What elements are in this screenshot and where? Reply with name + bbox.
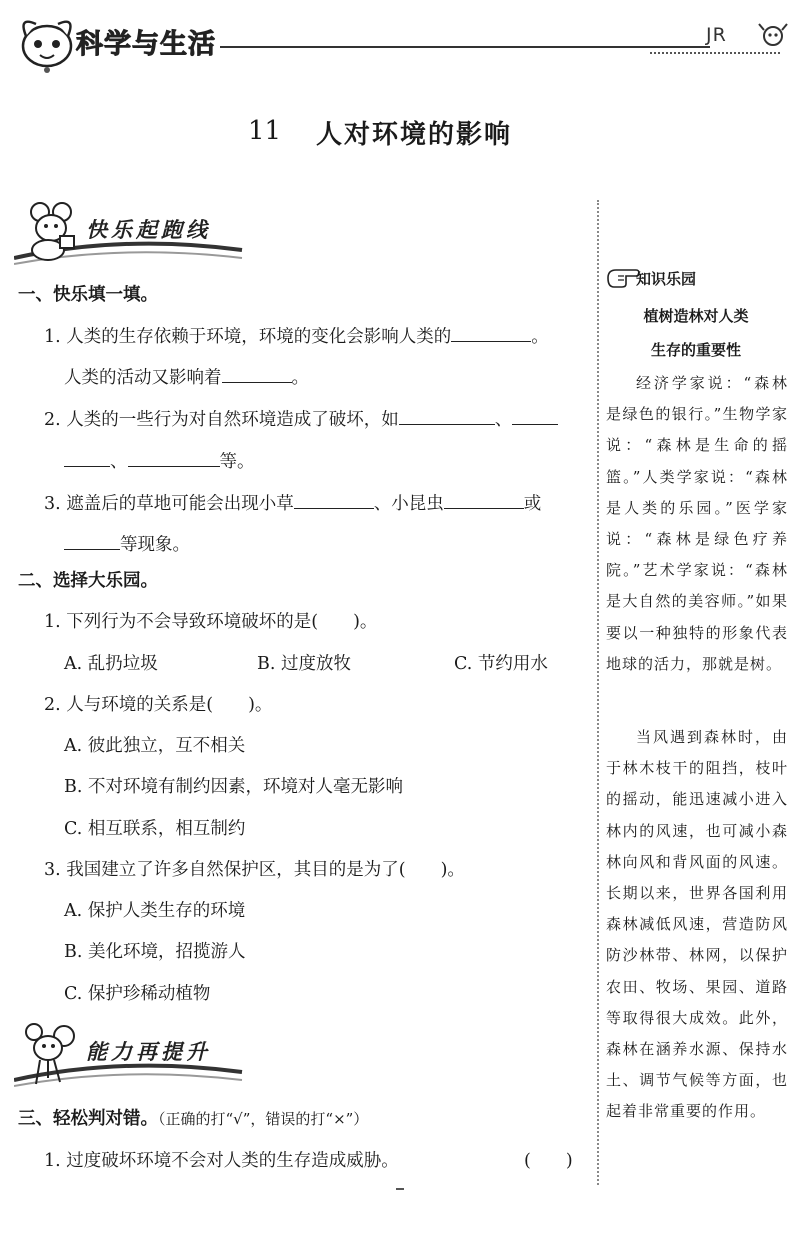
fill-blank[interactable] xyxy=(451,323,531,342)
s1-q1-line2 xyxy=(64,364,309,390)
section2-heading: 二、选择大乐园。 xyxy=(18,571,158,591)
s2-q3-option-c[interactable]: C. 保护珍稀动植物 xyxy=(64,984,211,1004)
s2-q3-option-b[interactable]: B. 美化环境，招揽游人 xyxy=(64,942,246,962)
s1-q2-sep: 、 xyxy=(494,410,513,430)
s1-q2-line1 xyxy=(44,406,558,432)
fill-blank[interactable] xyxy=(222,364,292,383)
s1-q3-text: 3. 遮盖后的草地可能会出现小草 xyxy=(44,494,294,514)
s1-q1-line1 xyxy=(44,323,549,349)
s1-q2-line2 xyxy=(64,448,255,474)
section3-note: （正确的打“√”，错误的打“×”） xyxy=(158,1110,369,1128)
s1-q3-mid: 、小昆虫 xyxy=(373,494,444,514)
s2-q2-option-c[interactable]: C. 相互联系，相互制约 xyxy=(64,819,246,839)
section1-heading: 一、快乐填一填。 xyxy=(18,285,158,305)
fill-blank[interactable] xyxy=(294,490,374,509)
banner-improve xyxy=(14,1022,244,1092)
lesson-number: 11 xyxy=(248,116,282,146)
fill-blank[interactable] xyxy=(64,531,120,550)
s2-q3: 3. 我国建立了许多自然保护区，其目的是为了( )。 xyxy=(44,860,465,880)
s1-q2-sep2: 、 xyxy=(110,452,128,472)
s2-q2-option-a[interactable]: A. 彼此独立，互不相关 xyxy=(64,736,246,756)
page-mark xyxy=(396,1188,404,1190)
knowledge-paragraph-2: 当风遇到森林时，由于林木枝干的阻挡，枝叶的摇动，能迅速减小进入林内的风速，也可减小森林向风和背风面的风速。长期以来，世界各国利用森林减低风速，营造防风防沙林带、林网，以保护农田、牧场、果园、道路等取得很大成效。此外，森林在涵养水源、保持水土、调节气候等方面，也起着非常重要的作用。 xyxy=(606,728,788,1121)
small-mascot-icon xyxy=(756,20,790,52)
fill-blank[interactable] xyxy=(64,448,110,467)
s2-q1: 1. 下列行为不会导致环境破坏的是( )。 xyxy=(44,612,378,632)
s1-q2-end: 等。 xyxy=(219,452,255,472)
fill-blank[interactable] xyxy=(128,448,220,467)
knowledge-corner-label: 知识乐园 xyxy=(636,270,697,288)
knowledge-title-line1: 植树造林对人类 xyxy=(643,307,749,325)
s3-q1: 1. 过度破坏环境不会对人类的生存造成威胁。 xyxy=(44,1151,399,1171)
s1-q3-line1 xyxy=(44,490,541,516)
s2-q2-option-b[interactable]: B. 不对环境有制约因素，环境对人毫无影响 xyxy=(64,777,403,797)
mascot-logo-icon xyxy=(14,10,80,74)
s3-q1-answer[interactable]: ( ) xyxy=(524,1151,573,1171)
section3-heading-row xyxy=(18,1107,368,1131)
header-rule xyxy=(220,46,710,48)
s1-q2-text: 2. 人类的一些行为对自然环境造成了破坏，如 xyxy=(44,410,399,430)
knowledge-title-line2: 生存的重要性 xyxy=(650,341,741,359)
fill-blank[interactable] xyxy=(512,406,558,425)
banner-start xyxy=(14,200,244,270)
s2-q3-option-a[interactable]: A. 保护人类生存的环境 xyxy=(64,901,246,921)
header-dotted-rule xyxy=(650,52,780,54)
s2-q1-option-a[interactable]: A. 乱扔垃圾 xyxy=(64,654,158,674)
s2-q1-option-b[interactable]: B. 过度放牧 xyxy=(257,654,351,674)
section3-heading: 三、轻松判对错。 xyxy=(18,1109,158,1129)
s1-q1-line2-text: 人类的活动又影响着 xyxy=(64,368,222,388)
column-divider xyxy=(597,200,599,1185)
s2-q1-option-c[interactable]: C. 节约用水 xyxy=(454,654,548,674)
s1-q1-text: 1. 人类的生存依赖于环境，环境的变化会影响人类的 xyxy=(44,327,452,347)
s1-q3-line2 xyxy=(64,531,190,557)
fill-blank[interactable] xyxy=(399,406,495,425)
banner-start-title: 快乐起跑线 xyxy=(86,217,211,242)
knowledge-paragraph-1: 经济学家说：“森林是绿色的银行。”生物学家说：“森林是生命的摇篮。”人类学家说：“森林是人类的乐园。”医学家说：“森林是绿色疗养院。”艺术学家说：“森林是大自然的美容师。”如果要以一种独特的形象代表地球的活力，那就是树。 xyxy=(606,374,788,673)
pointing-hand-icon xyxy=(606,266,640,288)
s1-q3-end: 等现象。 xyxy=(120,535,190,555)
lesson-title: 人对环境的影响 xyxy=(316,120,513,150)
edition-code: JR xyxy=(706,24,727,46)
s1-q3-or: 或 xyxy=(523,494,542,514)
series-title: 科学与生活 xyxy=(76,29,216,60)
fill-blank[interactable] xyxy=(444,490,524,509)
banner-improve-title: 能力再提升 xyxy=(86,1039,211,1064)
s1-q1-line2-end: 。 xyxy=(291,368,309,388)
s1-q1-end: 。 xyxy=(531,327,549,347)
s2-q2: 2. 人与环境的关系是( )。 xyxy=(44,695,273,715)
